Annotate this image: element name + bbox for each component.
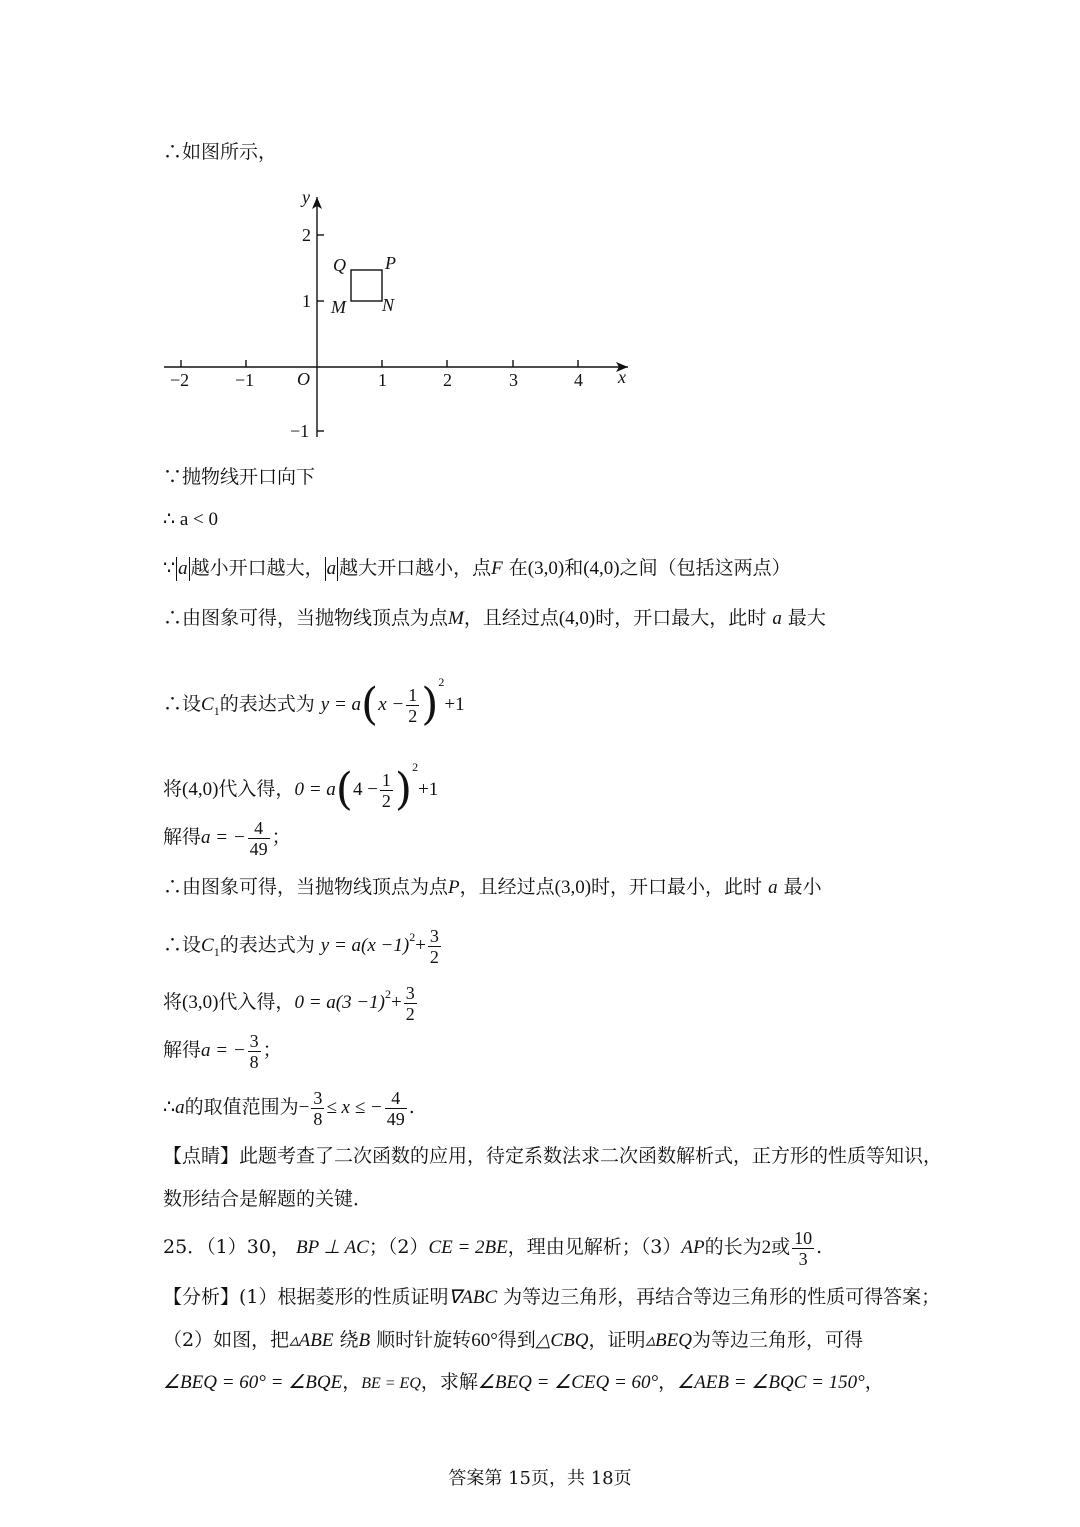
x-tick-label: 2: [443, 370, 452, 390]
point-n-label: N: [382, 295, 395, 315]
text-line-15: 数形结合是解题的关键．: [163, 1188, 373, 1210]
page-footer: 答案第 15页，共 18页: [448, 1468, 632, 1489]
text-line-10: ∴设$C_1$的表达式为 $y = a(x -1)^2+$ $\frac{3}{2}$: [163, 925, 439, 967]
y-label: y: [302, 187, 310, 207]
origin-label: O: [297, 369, 310, 389]
coordinate-graph: [150, 185, 650, 445]
text-line-8: 解得a = − $\frac{4}{49}$ ；: [163, 817, 291, 859]
text-line-7: 将(4,0)代入得，0 = a(4 − $\frac{1}{2}$ )$^2$+1: [163, 760, 439, 815]
seg: ∵: [163, 557, 176, 579]
x-tick-label: −1: [235, 370, 255, 390]
text-line-19: ∠BEQ = 60° = ∠BQE，BE = EQ，求解∠BEQ = ∠CEQ = 60°，∠AEB = ∠BQC = 150°，: [163, 1371, 884, 1393]
point: (4,0): [583, 558, 620, 579]
point-q-label: Q: [333, 255, 346, 275]
text-line-9: ∴由图象可得，当抛物线顶点为点P，且经过点(3,0)时，开口最小，此时 a 最小: [163, 876, 822, 898]
text-line-14: 【点睛】此题考查了二次函数的应用，待定系数法求二次函数解析式，正方形的性质等知识，: [163, 1145, 943, 1167]
point: (3,0): [527, 558, 565, 579]
text-line-13: ∴a的取值范围为− $\frac{3}{8}$ ≤ x ≤ − $\frac{4}{49}$ .: [163, 1087, 415, 1129]
text-line-6: ∴设$C_1$的表达式为 y = a(x − $\frac{1}{2}$ )$^2$+1: [163, 675, 465, 730]
text-line-1: ∴如图所示，: [163, 141, 278, 163]
seg: 在: [508, 557, 528, 579]
text-line-2: ∵抛物线开口向下: [163, 466, 316, 488]
x-tick-label: 1: [378, 370, 387, 390]
x-label: x: [618, 367, 626, 387]
y-tick-label: −1: [290, 421, 310, 441]
text-line-3: ∴ a < 0: [163, 509, 218, 530]
seg: 越大开口越小，点: [339, 557, 492, 579]
text-line-12: 解得a = − $\frac{3}{8}$ ；: [163, 1030, 282, 1072]
text-line-5: ∴由图象可得，当抛物线顶点为点M，且经过点(4,0)时，开口最大，此时 a 最大: [163, 607, 826, 629]
var-a: a: [326, 558, 337, 579]
text-line-17: 【分析】(1）根据菱形的性质证明∇ABC 为等边三角形，再结合等边三角形的性质可得答案；: [163, 1286, 941, 1308]
x-tick-label: 3: [509, 370, 518, 390]
seg: 越小开口越大，: [190, 557, 324, 579]
y-tick-label: 1: [302, 291, 311, 311]
point-m-label: M: [331, 297, 346, 317]
square-mnpq: [351, 270, 382, 301]
x-tick-label: −2: [170, 370, 190, 390]
text-line-11: 将(3,0)代入得，$0 = a(3 -1)^2+$ $\frac{3}{2}$: [163, 982, 415, 1024]
var-f: F: [491, 558, 503, 579]
text-line-16: 25．（1）30， BP ⊥ AC；（2）CE = 2BE，理由见解析；（3）AP的长为2或 $\frac{10}{3}$ .: [163, 1227, 823, 1269]
x-tick-label: 4: [574, 370, 583, 390]
point-p-label: P: [385, 253, 396, 273]
y-tick-label: 2: [302, 225, 311, 245]
var-a: a: [178, 558, 188, 579]
seg: 和: [564, 557, 584, 579]
text-line-4: [163, 556, 791, 581]
seg: 之间（包括这两点）: [619, 557, 791, 579]
text-line-18: （2）如图，把▵ABE 绕B 顺时针旋转60°得到△CBQ，证明▵BEQ为等边三角形，可得: [163, 1329, 863, 1351]
